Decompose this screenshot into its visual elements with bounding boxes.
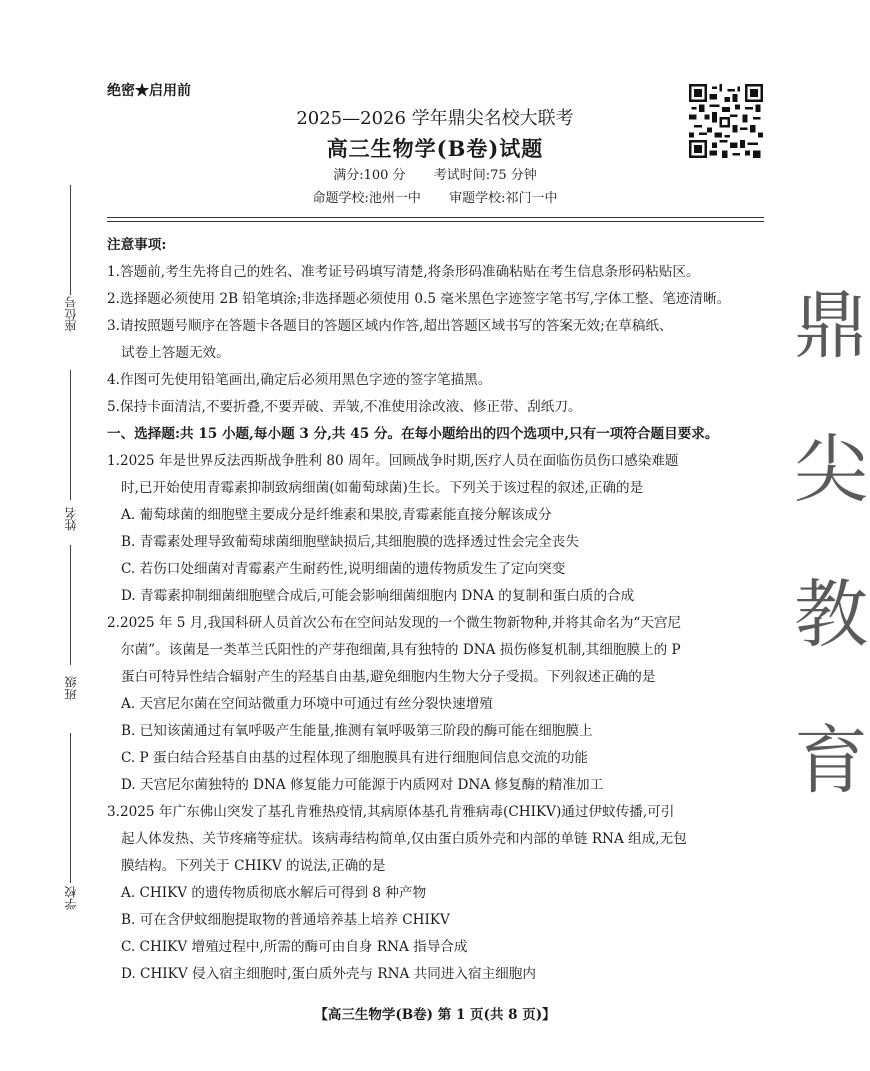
- exam-info-row-1: [0, 164, 870, 183]
- question-option: B. 青霉素处理导致葡萄球菌细胞壁缺损后,其细胞膜的选择透过性会完全丧失: [121, 534, 579, 550]
- exam-info-row-2: [0, 187, 870, 206]
- question-stem: 膜结构。下列关于 CHIKV 的说法,正确的是: [121, 858, 386, 874]
- question-option: C. P 蛋白结合羟基自由基的过程体现了细胞膜具有进行细胞间信息交流的功能: [121, 750, 589, 766]
- binding-line: [70, 545, 71, 665]
- name-label: 姓名: [64, 507, 78, 531]
- binding-line: [70, 733, 71, 883]
- notice-heading: 注意事项:: [107, 237, 167, 253]
- brand-char: 尖: [794, 427, 868, 513]
- question-option: A. 天宫尼尔菌在空间站微重力环境中可通过有丝分裂快速增殖: [121, 696, 493, 712]
- paper-title: 高三生物学(B卷)试题: [326, 136, 544, 161]
- page-footer: 【高三生物学(B卷) 第 1 页(共 8 页)】: [314, 1007, 556, 1023]
- notice-item: 3.请按照题号顺序在答题卡各题目的答题区域内作答,超出答题区域书写的答案无效;在草稿纸、: [107, 318, 673, 334]
- question-2: [107, 610, 767, 799]
- question-3: [107, 799, 767, 988]
- question-option: C. 若伤口处细菌对青霉素产生耐药性,说明细菌的遗传物质发生了定向突变: [121, 561, 566, 577]
- class-label: 班级: [64, 676, 78, 700]
- notice-item: 2.选择题必须使用 2B 铅笔填涂;非选择题必须使用 0.5 毫米黑色字迹签字笔书写,字体工整、笔迹清晰。: [107, 291, 731, 307]
- header-rule-thick: [107, 217, 764, 218]
- question-option: A. 葡萄球菌的细胞壁主要成分是纤维素和果胶,青霉素能直接分解该成分: [121, 507, 552, 523]
- question-stem: 1.2025 年是世界反法西斯战争胜利 80 周年。回顾战争时期,医疗人员在面临伤员伤口感染难题: [107, 453, 679, 469]
- secret-mark: 绝密★启用前: [107, 83, 191, 99]
- question-stem: 尔菌”。该菌是一类革兰氏阳性的产芽孢细菌,具有独特的 DNA 损伤修复机制,其细胞膜上的 P: [121, 642, 681, 658]
- notice-item-continued: 试卷上答题无效。: [121, 345, 230, 361]
- question-option: D. CHIKV 侵入宿主细胞时,蛋白质外壳与 RNA 共同进入宿主细胞内: [121, 966, 536, 982]
- question-option: B. 可在含伊蚊细胞提取物的普通培养基上培养 CHIKV: [121, 912, 450, 928]
- exam-name: 2025—2026 学年鼎尖名校大联考: [296, 108, 574, 129]
- exam-content: [107, 232, 767, 988]
- question-option: C. CHIKV 增殖过程中,所需的酶可由自身 RNA 指导合成: [121, 939, 468, 955]
- qr-code-icon: [689, 84, 763, 158]
- brand-char: 鼎: [794, 283, 868, 369]
- binding-line: [70, 370, 71, 500]
- full-score: 满分:100 分: [333, 168, 406, 183]
- header-rule-thin: [107, 221, 764, 222]
- brand-char: 教: [794, 572, 868, 658]
- question-stem: 时,已开始使用青霉素抑制致病细菌(如葡萄球菌)生长。下列关于该过程的叙述,正确的是: [121, 480, 644, 496]
- section-heading: 一、选择题:共 15 小题,每小题 3 分,共 45 分。在每小题给出的四个选项中,只有一项符合题目要求。: [107, 426, 719, 442]
- notice-item: 5.保持卡面清洁,不要折叠,不要弄破、弄皱,不准使用涂改液、修正带、刮纸刀。: [107, 399, 582, 415]
- notice-item: 1.答题前,考生先将自己的姓名、准考证号码填写清楚,将条形码准确粘贴在考生信息条形码粘贴区。: [107, 264, 700, 280]
- notice-item: 4.作图可先使用铅笔画出,确定后必须用黑色字迹的签字笔描黑。: [107, 372, 492, 388]
- question-option: D. 青霉素抑制细菌细胞壁合成后,可能会影响细菌细胞内 DNA 的复制和蛋白质的合成: [121, 588, 635, 604]
- question-stem: 3.2025 年广东佛山突发了基孔肯雅热疫情,其病原体基孔肯雅病毒(CHIKV)通过伊蚊传播,可引: [107, 804, 675, 820]
- question-option: A. CHIKV 的遗传物质彻底水解后可得到 8 种产物: [121, 885, 427, 901]
- question-option: D. 天宫尼尔菌独特的 DNA 修复能力可能源于内质网对 DNA 修复酶的精准加工: [121, 777, 604, 793]
- question-stem: 蛋白可特异性结合辐射产生的羟基自由基,避免细胞内生物大分子受损。下列叙述正确的是: [121, 669, 656, 685]
- question-stem: 起人体发热、关节疼痛等症状。该病毒结构简单,仅由蛋白质外壳和内部的单链 RNA 组成,无包: [121, 831, 687, 847]
- binding-line: [70, 185, 71, 295]
- question-stem: 2.2025 年 5 月,我国科研人员首次公布在空间站发现的一个微生物新物种,并将其命名为“天宫尼: [107, 615, 682, 631]
- seat-number-label: 座位号: [64, 296, 78, 332]
- exam-time: 考试时间:75 分钟: [433, 168, 537, 183]
- question-option: B. 已知该菌通过有氧呼吸产生能量,推测有氧呼吸第三阶段的酶可能在细胞膜上: [121, 723, 593, 739]
- brand-char: 育: [794, 718, 868, 804]
- setter-school: 命题学校:池州一中: [312, 191, 421, 206]
- reviewer-school: 审题学校:祁门一中: [449, 191, 558, 206]
- question-1: [107, 448, 767, 610]
- school-label: 学校: [64, 886, 78, 910]
